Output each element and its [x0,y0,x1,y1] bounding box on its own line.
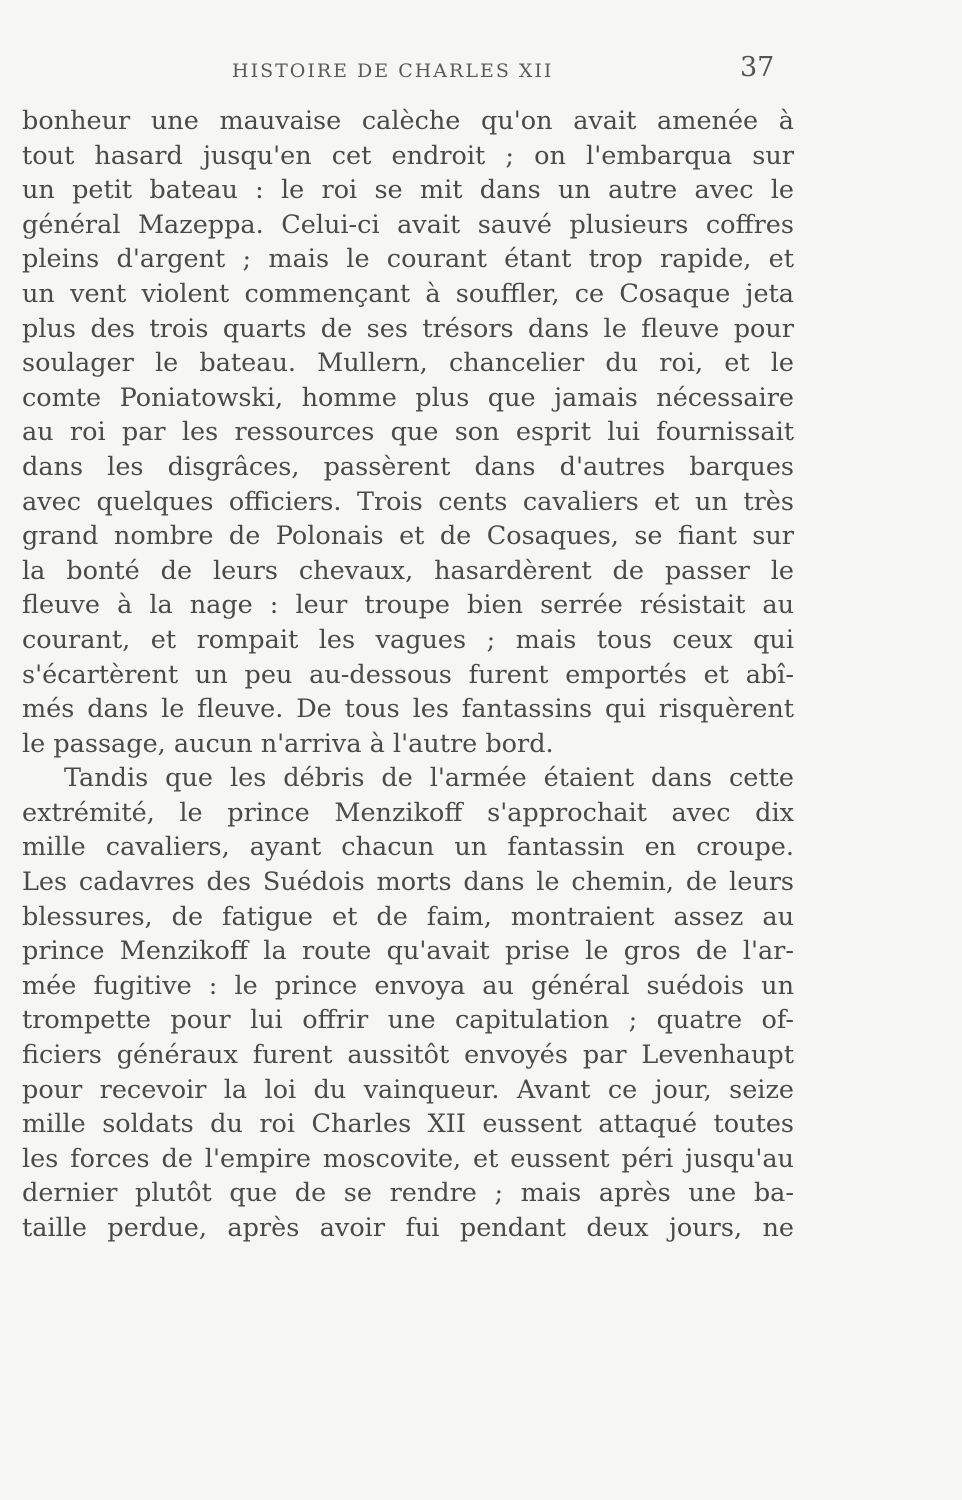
text-line: plus des trois quarts de ses trésors dans le fleuve pour [22,313,794,344]
text-line: Les cadavres des Suédois morts dans le chemin, de leurs [22,867,794,898]
page-header [0,52,962,92]
text-line: les forces de l'empire moscovite, et eussent péri jusqu'au [22,1143,794,1174]
text-line: dans les disgrâces, passèrent dans d'autres barques [22,451,794,482]
text-line: blessures, de fatigue et de faim, montraient assez au [22,901,794,932]
text-line: ficiers généraux furent aussitôt envoyés par Levenhaupt [22,1040,794,1071]
text-line: grand nombre de Polonais et de Cosaques, se fiant sur [22,521,794,552]
text-line: général Mazeppa. Celui-ci avait sauvé plusieurs coffres [22,209,794,240]
text-line: un petit bateau : le roi se mit dans un autre avec le [22,175,794,206]
text-line: au roi par les ressources que son esprit lui fournissait [22,417,794,448]
text-line: Tandis que les débris de l'armée étaient dans cette [64,763,794,794]
text-line: mille soldats du roi Charles XII eussent attaqué toutes [22,1109,794,1140]
page-number: 37 [740,52,775,83]
text-line: soulager le bateau. Mullern, chancelier du roi, et le [22,348,794,379]
text-line: la bonté de leurs chevaux, hasardèrent de passer le [22,555,794,586]
text-line: taille perdue, après avoir fui pendant deux jours, ne [22,1213,794,1243]
text-line: mée fugitive : le prince envoya au général suédois un [22,970,794,1001]
text-line: un vent violent commençant à souffler, ce Cosaque jeta [22,278,794,309]
text-line: courant, et rompait les vagues ; mais tous ceux qui [22,624,794,655]
text-line: prince Menzikoff la route qu'avait prise le gros de l'ar- [22,936,794,967]
text-line: trompette pour lui offrir une capitulation ; quatre of- [22,1005,794,1036]
text-line: pleins d'argent ; mais le courant étant trop rapide, et [22,244,794,275]
text-line: tout hasard jusqu'en cet endroit ; on l'embarqua sur [22,140,794,171]
text-line: le passage, aucun n'arriva à l'autre bord. [22,728,554,759]
text-line: extrémité, le prince Menzikoff s'approchait avec dix [22,797,794,828]
text-line: fleuve à la nage : leur troupe bien serrée résistait au [22,590,794,621]
text-line: s'écartèrent un peu au-dessous furent emportés et abî- [22,659,794,690]
text-line: comte Poniatowski, homme plus que jamais nécessaire [22,382,794,413]
body-text [22,104,794,1246]
text-line: més dans le fleuve. De tous les fantassins qui risquèrent [22,694,794,725]
text-line: avec quelques officiers. Trois cents cavaliers et un très [22,486,794,517]
text-line: pour recevoir la loi du vainqueur. Avant ce jour, seize [22,1074,794,1105]
running-title: HISTOIRE DE CHARLES XII [232,60,554,82]
text-line: mille cavaliers, ayant chacun un fantassin en croupe. [22,832,794,863]
text-line: bonheur une mauvaise calèche qu'on avait amenée à [22,106,794,136]
text-line: dernier plutôt que de se rendre ; mais après une ba- [22,1178,794,1209]
